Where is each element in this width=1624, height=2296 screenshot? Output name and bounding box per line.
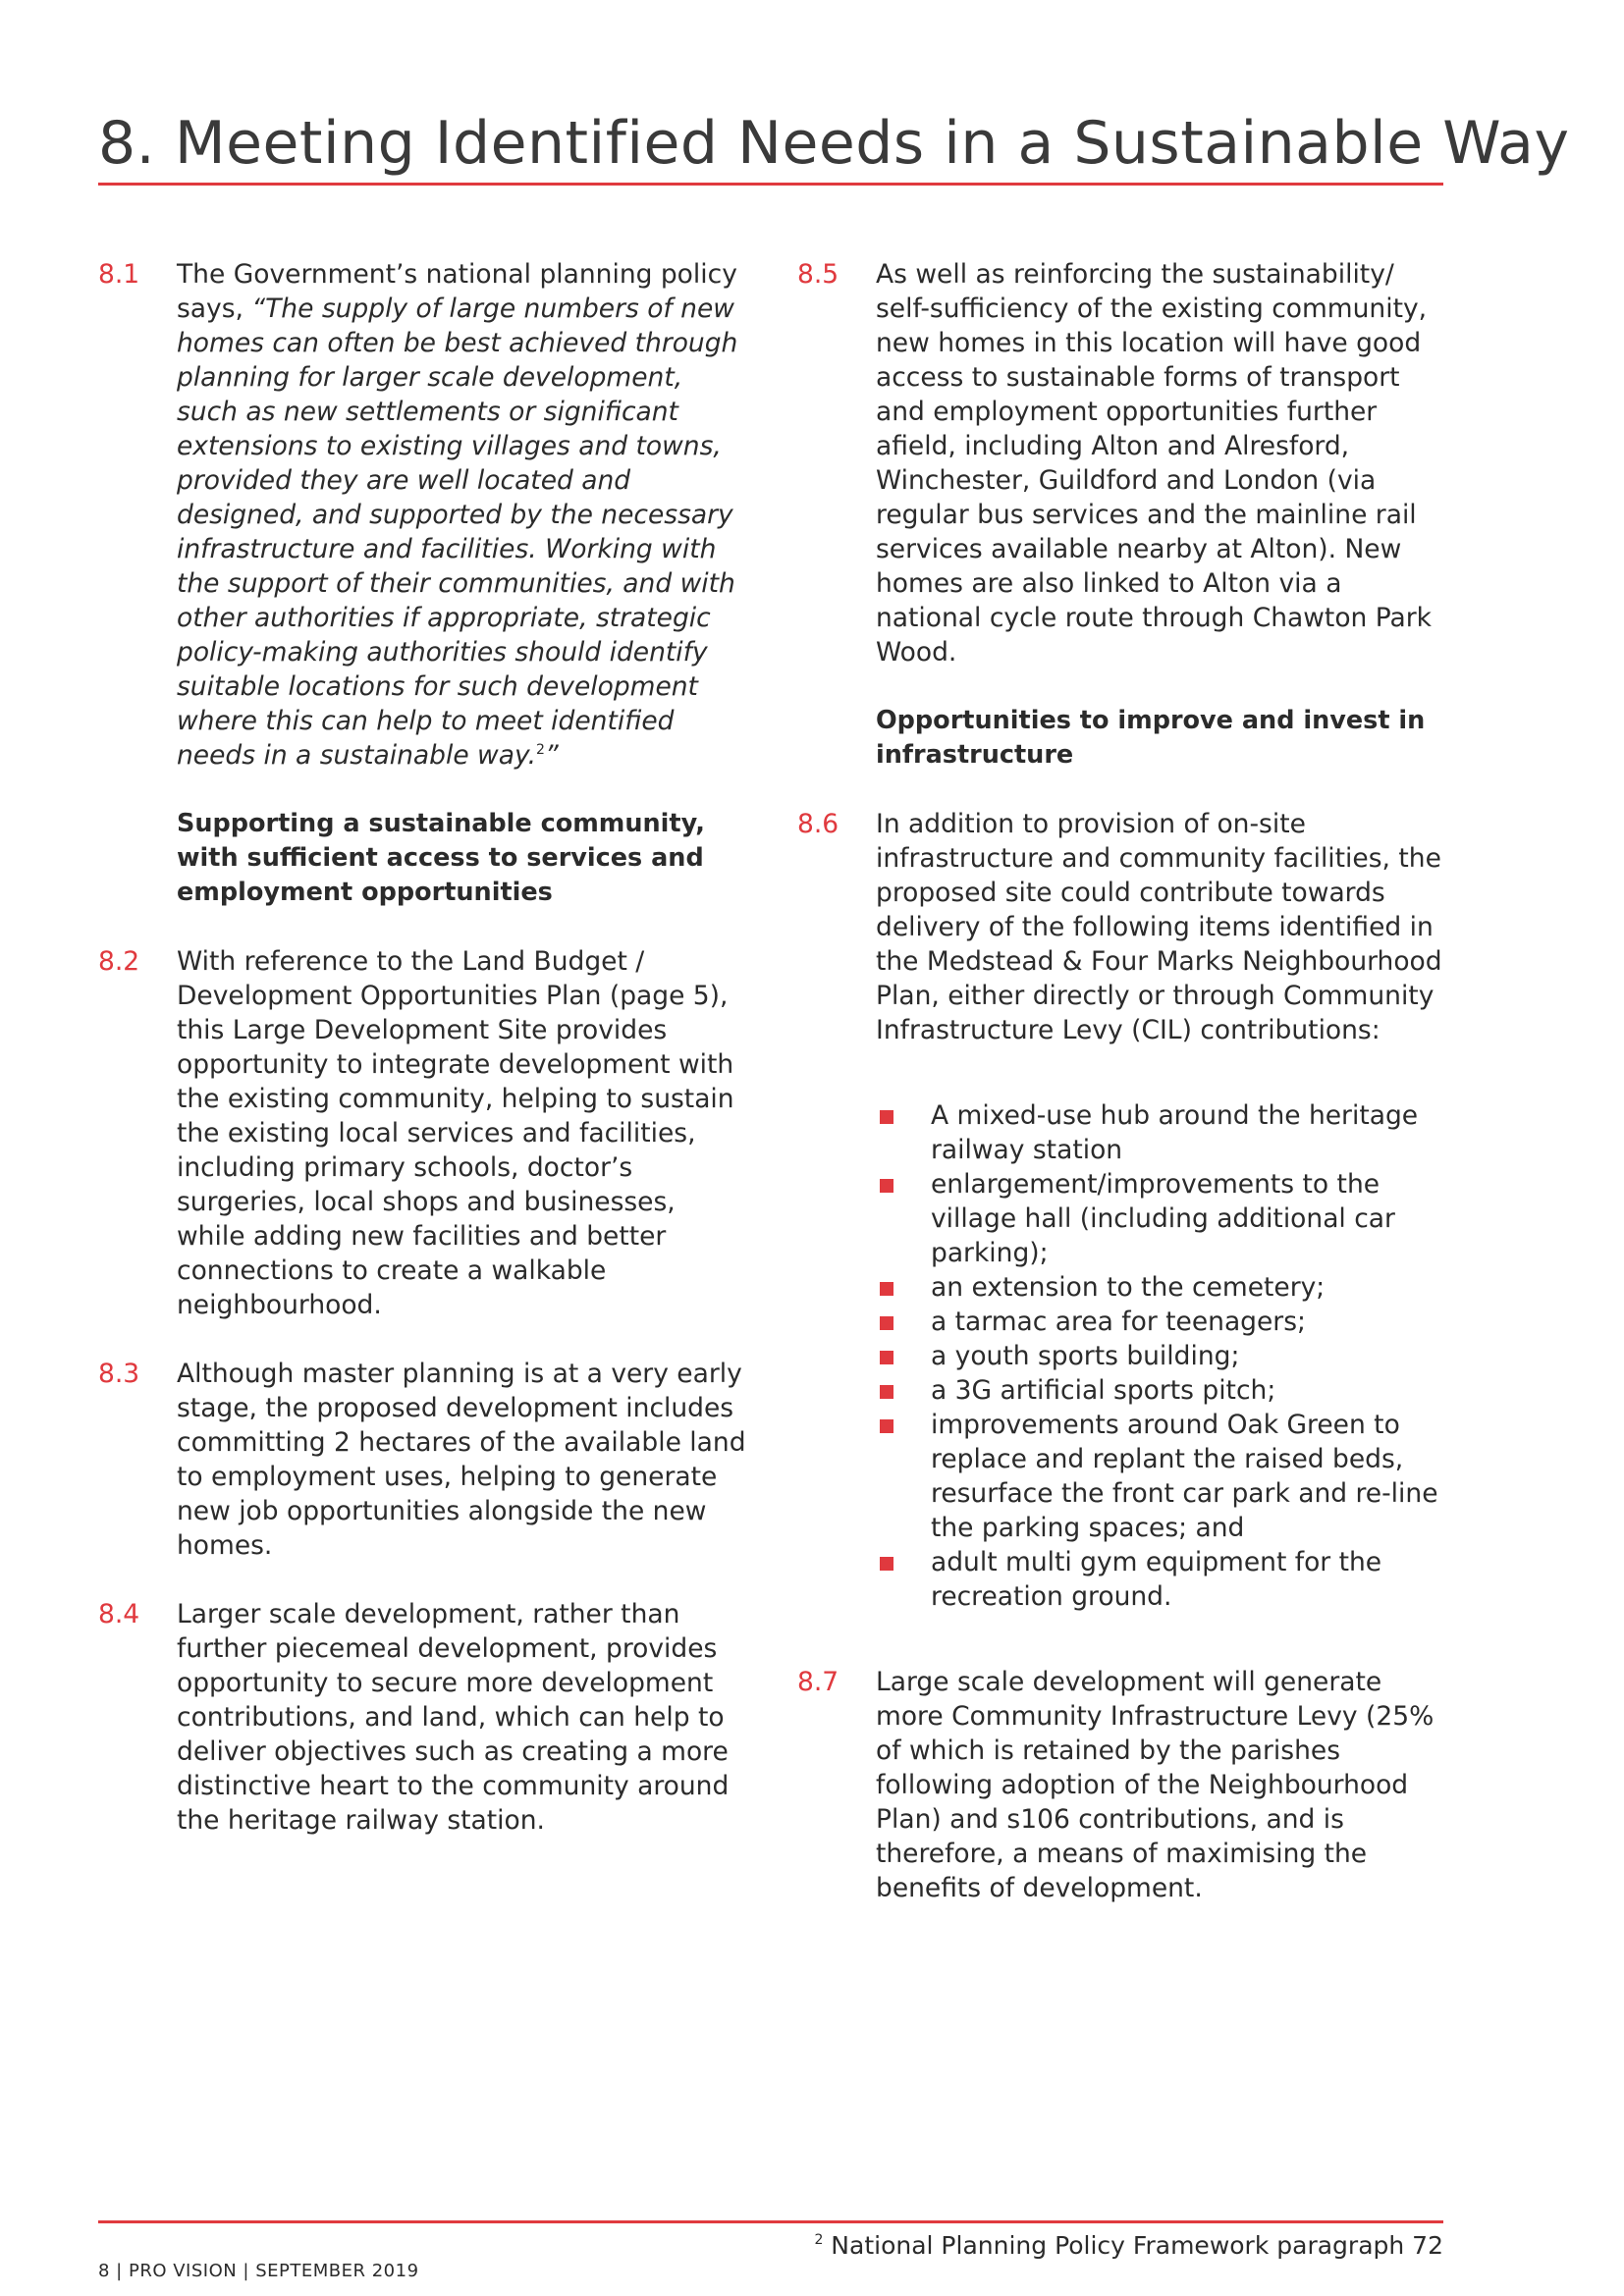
left-column — [98, 257, 746, 1838]
list-item — [876, 1339, 1445, 1373]
list-item-text: A mixed-use hub around the heritage railway station — [931, 1100, 1419, 1165]
list-item — [876, 1373, 1445, 1408]
list-item — [876, 1305, 1445, 1339]
footnote — [814, 2230, 1443, 2262]
bullet-square-icon — [880, 1110, 893, 1124]
paragraph-number: 8.6 — [797, 809, 839, 839]
paragraph-text — [177, 257, 746, 773]
list-item-text: adult multi gym equipment for the recreation ground. — [931, 1547, 1382, 1612]
list-item-text: a youth sports building; — [931, 1341, 1240, 1371]
quote-intro: The Government’s national planning policy says, — [177, 259, 737, 324]
paragraph-text: Larger scale development, rather than further piecemeal development, provides opportunity to secure more development contributions, and land, which can help to deliver objectives such as creating a more distinctive heart to the community around the heritage railway station. — [177, 1599, 730, 1836]
paragraph-8-2 — [98, 944, 746, 1322]
policy-quote: “The supply of large numbers of new homes can often be best achieved through planning for larger scale development, such as new settlements or significant extensions to existing villages and towns, provided they are well located and designed, and supported by the necessary infrastructure and facilities. Working with the support of their communities, and with other authorities if appropriate, strategic policy-making authorities should identify suitable locations for such development where this can help to meet identified needs in a sustainable way. — [177, 294, 738, 771]
title-divider — [98, 183, 1443, 186]
page-footer: 8 | PRO VISION | SEPTEMBER 2019 — [98, 2261, 419, 2281]
bullet-square-icon — [880, 1179, 893, 1193]
footnote-reference: 2 — [536, 742, 545, 758]
paragraph-text: Although master planning is at a very early stage, the proposed development includes committing 2 hectares of the available land to employment uses, helping to generate new job opportunities alongside the new homes. — [177, 1359, 746, 1561]
paragraph-8-7 — [797, 1665, 1445, 1905]
right-column — [797, 257, 1445, 1905]
paragraph-number: 8.5 — [797, 259, 839, 290]
list-item-text: enlargement/improvements to the village hall (including additional car parking); — [931, 1169, 1395, 1268]
footer-divider — [98, 2220, 1443, 2223]
footnote-marker: 2 — [814, 2232, 824, 2248]
list-item-text: a 3G artificial sports pitch; — [931, 1375, 1276, 1406]
bullet-square-icon — [880, 1316, 893, 1330]
section-heading-infrastructure: Opportunities to improve and invest in infrastructure — [876, 706, 1426, 770]
paragraph-text: As well as reinforcing the sustainability/ self-sufficiency of the existing community, new homes in this location will have good access to sustainable forms of transport and employment opportunities further afield, including Alton and Alresford, Winchester, Guildford and London (via regular bus services and the mainline rail services available nearby at Alton). New homes are also linked to Alton via a national cycle route through Chawton Park Wood. — [876, 259, 1433, 667]
paragraph-number: 8.7 — [797, 1667, 839, 1697]
list-item — [876, 1408, 1445, 1545]
quote-close: ” — [544, 740, 559, 771]
paragraph-number: 8.4 — [98, 1599, 140, 1629]
paragraph-text: With reference to the Land Budget / Development Opportunities Plan (page 5), this Large Development Site provides opportunity to integrate development with the existing community, helping to sustain the existing local services and facilities, including primary schools, doctor’s surgeries, local shops and businesses, while adding new facilities and better connections to create a walkable neighbourhood. — [177, 946, 734, 1320]
list-item — [876, 1270, 1445, 1305]
list-item — [876, 1545, 1445, 1614]
list-item — [876, 1167, 1445, 1270]
paragraph-text: Large scale development will generate more Community Infrastructure Levy (25% of which is retained by the parishes following adoption of the Neighbourhood Plan) and s106 contributions, and is therefore, a means of maximising the benefits of development. — [876, 1667, 1435, 1903]
list-item-text: an extension to the cemetery; — [931, 1272, 1326, 1303]
bullet-square-icon — [880, 1282, 893, 1296]
paragraph-8-1 — [98, 257, 746, 773]
paragraph-8-3 — [98, 1357, 746, 1563]
section-heading-community: Supporting a sustainable community, with sufficient access to services and employment opportunities — [177, 809, 705, 907]
paragraph-8-6 — [797, 807, 1445, 1047]
bullet-square-icon — [880, 1419, 893, 1433]
paragraph-number: 8.2 — [98, 946, 140, 977]
bullet-square-icon — [880, 1351, 893, 1364]
list-item-text: a tarmac area for teenagers; — [931, 1307, 1306, 1337]
bullet-square-icon — [880, 1385, 893, 1399]
paragraph-number: 8.3 — [98, 1359, 140, 1389]
paragraph-8-5 — [797, 257, 1445, 669]
list-item-text: improvements around Oak Green to replace and replant the raised beds, resurface the front car park and re-line the parking spaces; and — [931, 1410, 1438, 1543]
list-item — [876, 1098, 1445, 1167]
footnote-text: National Planning Policy Framework paragraph 72 — [823, 2231, 1443, 2260]
paragraph-8-4 — [98, 1597, 746, 1838]
paragraph-text: In addition to provision of on-site infrastructure and community facilities, the proposed site could contribute towards delivery of the following items identified in the Medstead & Four Marks Neighbourhood Plan, either directly or through Community Infrastructure Levy (CIL) contributions: — [876, 809, 1442, 1045]
bullet-square-icon — [880, 1557, 893, 1571]
infrastructure-list — [797, 1098, 1445, 1614]
paragraph-number: 8.1 — [98, 259, 140, 290]
page-title: 8. Meeting Identified Needs in a Sustainable Way — [98, 109, 1570, 178]
